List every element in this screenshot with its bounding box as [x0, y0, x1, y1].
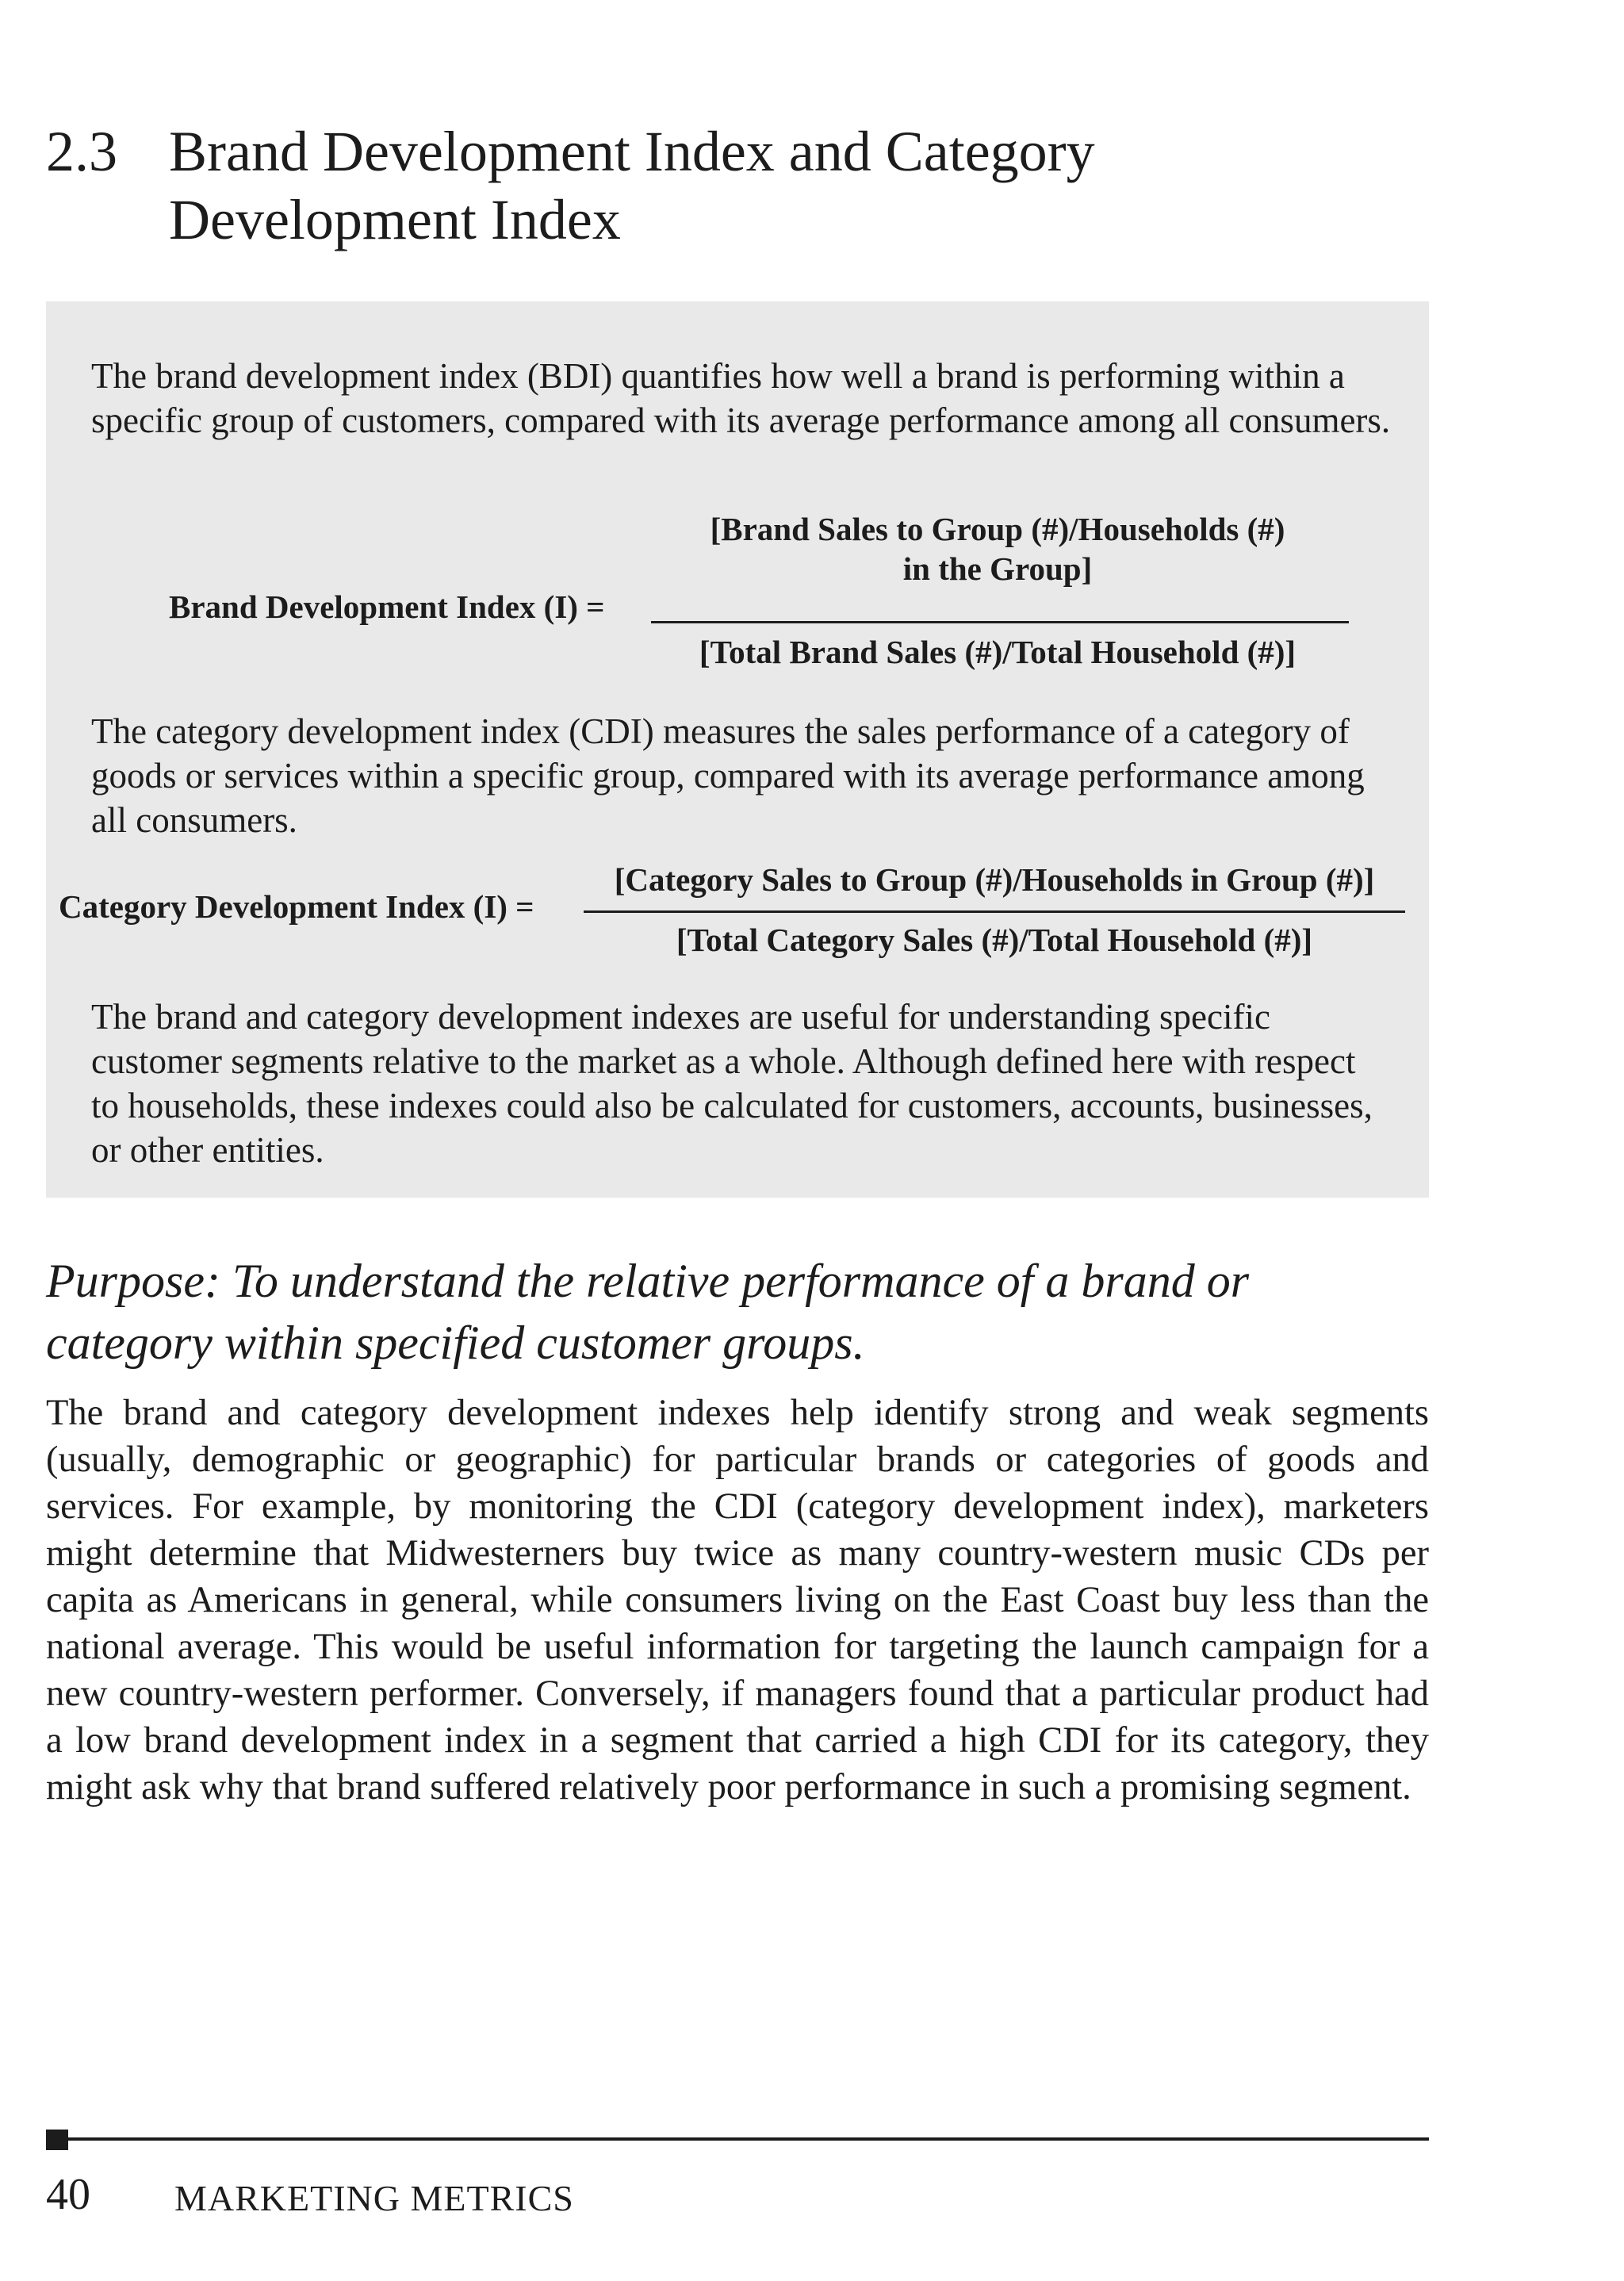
definition-box — [46, 301, 1429, 1198]
cdi-formula — [46, 860, 1429, 971]
cdi-fraction-bar — [584, 910, 1405, 913]
cdi-formula-denominator: [Total Category Sales (#)/Total Household (#)] — [676, 922, 1313, 958]
bdi-formula-numerator — [649, 509, 1346, 588]
bdi-fraction-bar — [651, 621, 1349, 623]
cdi-formula-lhs: Category Development Index (I) = — [59, 888, 534, 925]
bdi-formula-denominator: [Total Brand Sales (#)/Total Household (#)] — [699, 634, 1297, 670]
body-paragraph: The brand and category development indexes help identify strong and weak segments (usually, demographic or geographic) for particular brands or categories of goods and services. For example, by monitoring the CDI (category development index), marketers might determine that Midwesterners buy twice as many country-western music CDs per capita as Americans in general, while consumers living on the East Coast buy less than the national average. This would be useful information for targeting the launch campaign for a new country-western performer. Conversely, if managers found that a particular product had a low brand development index in a segment that carried a high CDI for its category, they might ask why that brand suffered relatively poor performance in such a promising segment. — [46, 1393, 1429, 1808]
bdi-definition: The brand development index (BDI) quantifies how well a brand is performing within a specific group of customers, compared with its average performance among all consumers. — [91, 356, 1391, 440]
page-number: 40 — [46, 2170, 90, 2219]
footer-rule — [46, 2137, 1429, 2141]
bdi-formula-lhs: Brand Development Index (I) = — [169, 588, 605, 625]
section-title: Brand Development Index and Category Development Index — [169, 120, 1095, 251]
cdi-formula-numerator: [Category Sales to Group (#)/Households in Group (#)] — [614, 861, 1375, 898]
bdi-numerator-line-1: [Brand Sales to Group (#)/Households (#) — [710, 511, 1285, 547]
running-head: MARKETING METRICS — [174, 2178, 574, 2218]
bdi-formula — [46, 509, 1429, 668]
index-usefulness-note: The brand and category development indexes are useful for understanding specific customer segments relative to the market as a whole. Although defined here with respect to households, these indexes could also be calculated for customers, accounts, businesses, or other entities. — [91, 997, 1373, 1170]
bdi-numerator-line-2: in the Group] — [902, 550, 1093, 587]
purpose-statement: Purpose: To understand the relative performance of a brand or category within specified customer groups. — [46, 1255, 1250, 1369]
cdi-definition: The category development index (CDI) measures the sales performance of a category of goods or services within a specific group, compared with its average performance among all consumers. — [91, 711, 1365, 840]
section-number: 2.3 — [46, 120, 117, 183]
